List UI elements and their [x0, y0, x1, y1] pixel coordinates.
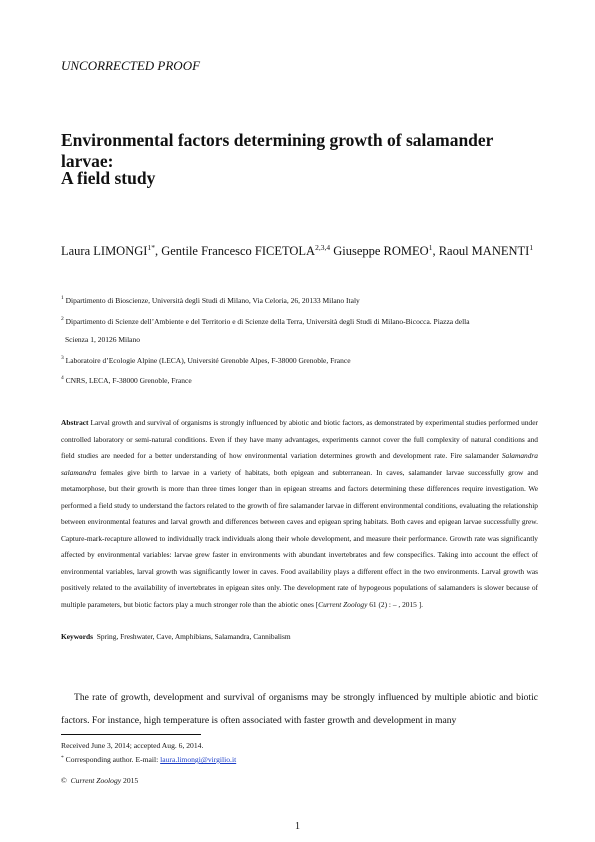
abstract-label: Abstract	[61, 418, 89, 427]
author-list	[61, 233, 541, 266]
affiliation-text: CNRS, LECA, F-38000 Grenoble, France	[65, 376, 192, 385]
journal-name: Current Zoology	[318, 599, 368, 609]
author-affiliation-sup: 2,3,4	[315, 243, 331, 252]
copyright	[61, 776, 138, 785]
keywords-label: Keywords	[61, 632, 94, 641]
copyright-journal: Current Zoology	[70, 776, 122, 785]
author-email-link[interactable]: laura.limongi@virgilio.it	[160, 755, 237, 764]
received-date: Received June 3, 2014; accepted Aug. 6, 2014.	[61, 741, 204, 750]
abstract	[61, 415, 538, 613]
footnote-divider	[61, 734, 201, 735]
author-affiliation-sup: 1	[529, 243, 534, 252]
keywords	[61, 632, 538, 641]
copyright-symbol: ©	[61, 776, 67, 785]
author-separator: ,	[432, 244, 439, 258]
abstract-citation: 61 (2) : – , 2015 ].	[367, 599, 424, 609]
affiliation-sup: 3	[61, 355, 64, 361]
affiliation-text: Dipartimento di Bioscienze, Università degli Studi di Milano, Via Celoria, 26, 20133 Milano Italy	[65, 296, 360, 305]
author-separator: ,	[154, 244, 162, 258]
affiliation-sup: 1	[61, 295, 64, 301]
affiliation-text: Dipartimento di Scienze dell’Ambiente e del Territorio e di Scienze della Terra, Università degli Studi di Milano-Bicocca. Piazza della	[65, 317, 470, 326]
keywords-text: Spring, Freshwater, Cave, Amphibians, Salamandra, Cannibalism	[96, 632, 291, 641]
paper-title-line-2: A field study	[61, 168, 156, 188]
author-name: Giuseppe ROMEO	[333, 244, 429, 258]
page-number: 1	[295, 821, 300, 832]
author-affiliation-sup: 1	[428, 243, 433, 252]
affiliation-text-continued: Scienza 1, 20126 Milano	[65, 335, 140, 344]
author-name: Gentile Francesco FICETOLA	[161, 244, 316, 258]
corresponding-author-label: Corresponding author. E-mail:	[63, 755, 161, 764]
affiliation-1	[61, 289, 541, 310]
copyright-year: 2015	[121, 776, 139, 785]
author-name: Raoul MANENTI	[438, 244, 530, 258]
corresponding-author	[61, 755, 236, 764]
affiliation-3	[61, 349, 541, 370]
abstract-text: Larval growth and survival of organisms is strongly influenced by abiotic and biotic factors, as demonstrated by experimental studies performed under controlled laboratory or semi-natural conditions. Even if they have many advantages, experiments cannot cover the full complexity of natural conditions and field studies are needed for a better understanding of how environmental variation determines growth and development rate. Fire salamander	[61, 418, 538, 460]
uncorrected-proof-label: UNCORRECTED PROOF	[61, 58, 201, 73]
affiliation-sup: 4	[61, 375, 64, 381]
affiliation-4	[61, 369, 541, 390]
author-name: Laura LIMONGI	[61, 244, 148, 258]
affiliation-2	[61, 310, 541, 349]
author-affiliation-sup: 1*	[147, 243, 155, 252]
corresponding-author-sup: *	[61, 755, 64, 761]
abstract-text: females give birth to larvae in a variety of habitats, both epigean and subterranean. In caves, salamander larvae successfully grow and metamorphose, but their growth is more than three times longer than in epigean streams and factors determining these differences require investigation. We performed a field study to understand the factors related to the growth of fire salamander larvae in different environmental conditions, evaluating the relationship between environmental features and larval growth and differences between caves and epigean spring habitats. Both caves and epigean larvae successfully grew. Capture-mark-recapture allowed to individually track individuals along their whole development, and measure their performance. Growth rate was significantly affected by environmental variables: larvae grew faster in environments with abundant invertebrates and few conspecifics. Taking into account the effect of environmental variables, larval growth was significantly lower in caves. Food availability plays a different effect in the two environments. Larval growth was positively related to the availability of invertebrates in epigean sites only. The development rate of hypogeous populations of salamanders is slower because of multiple parameters, but biotic factors play a much stronger role than the abiotic ones [	[61, 467, 538, 609]
affiliation-text: Laboratoire d’Ecologie Alpine (LECA), Université Grenoble Alpes, F-38000 Grenoble, France	[65, 356, 351, 365]
paper-title-line-1: Environmental factors determining growth of salamander larvae:	[61, 130, 494, 171]
species-name: Salamandra salamandra	[61, 451, 538, 477]
affiliation-sup: 2	[61, 316, 64, 322]
body-paragraph: The rate of growth, development and survival of organisms may be strongly influenced by multiple abiotic and biotic factors. For instance, high temperature is often associated with faster growth and development in many	[61, 692, 538, 726]
